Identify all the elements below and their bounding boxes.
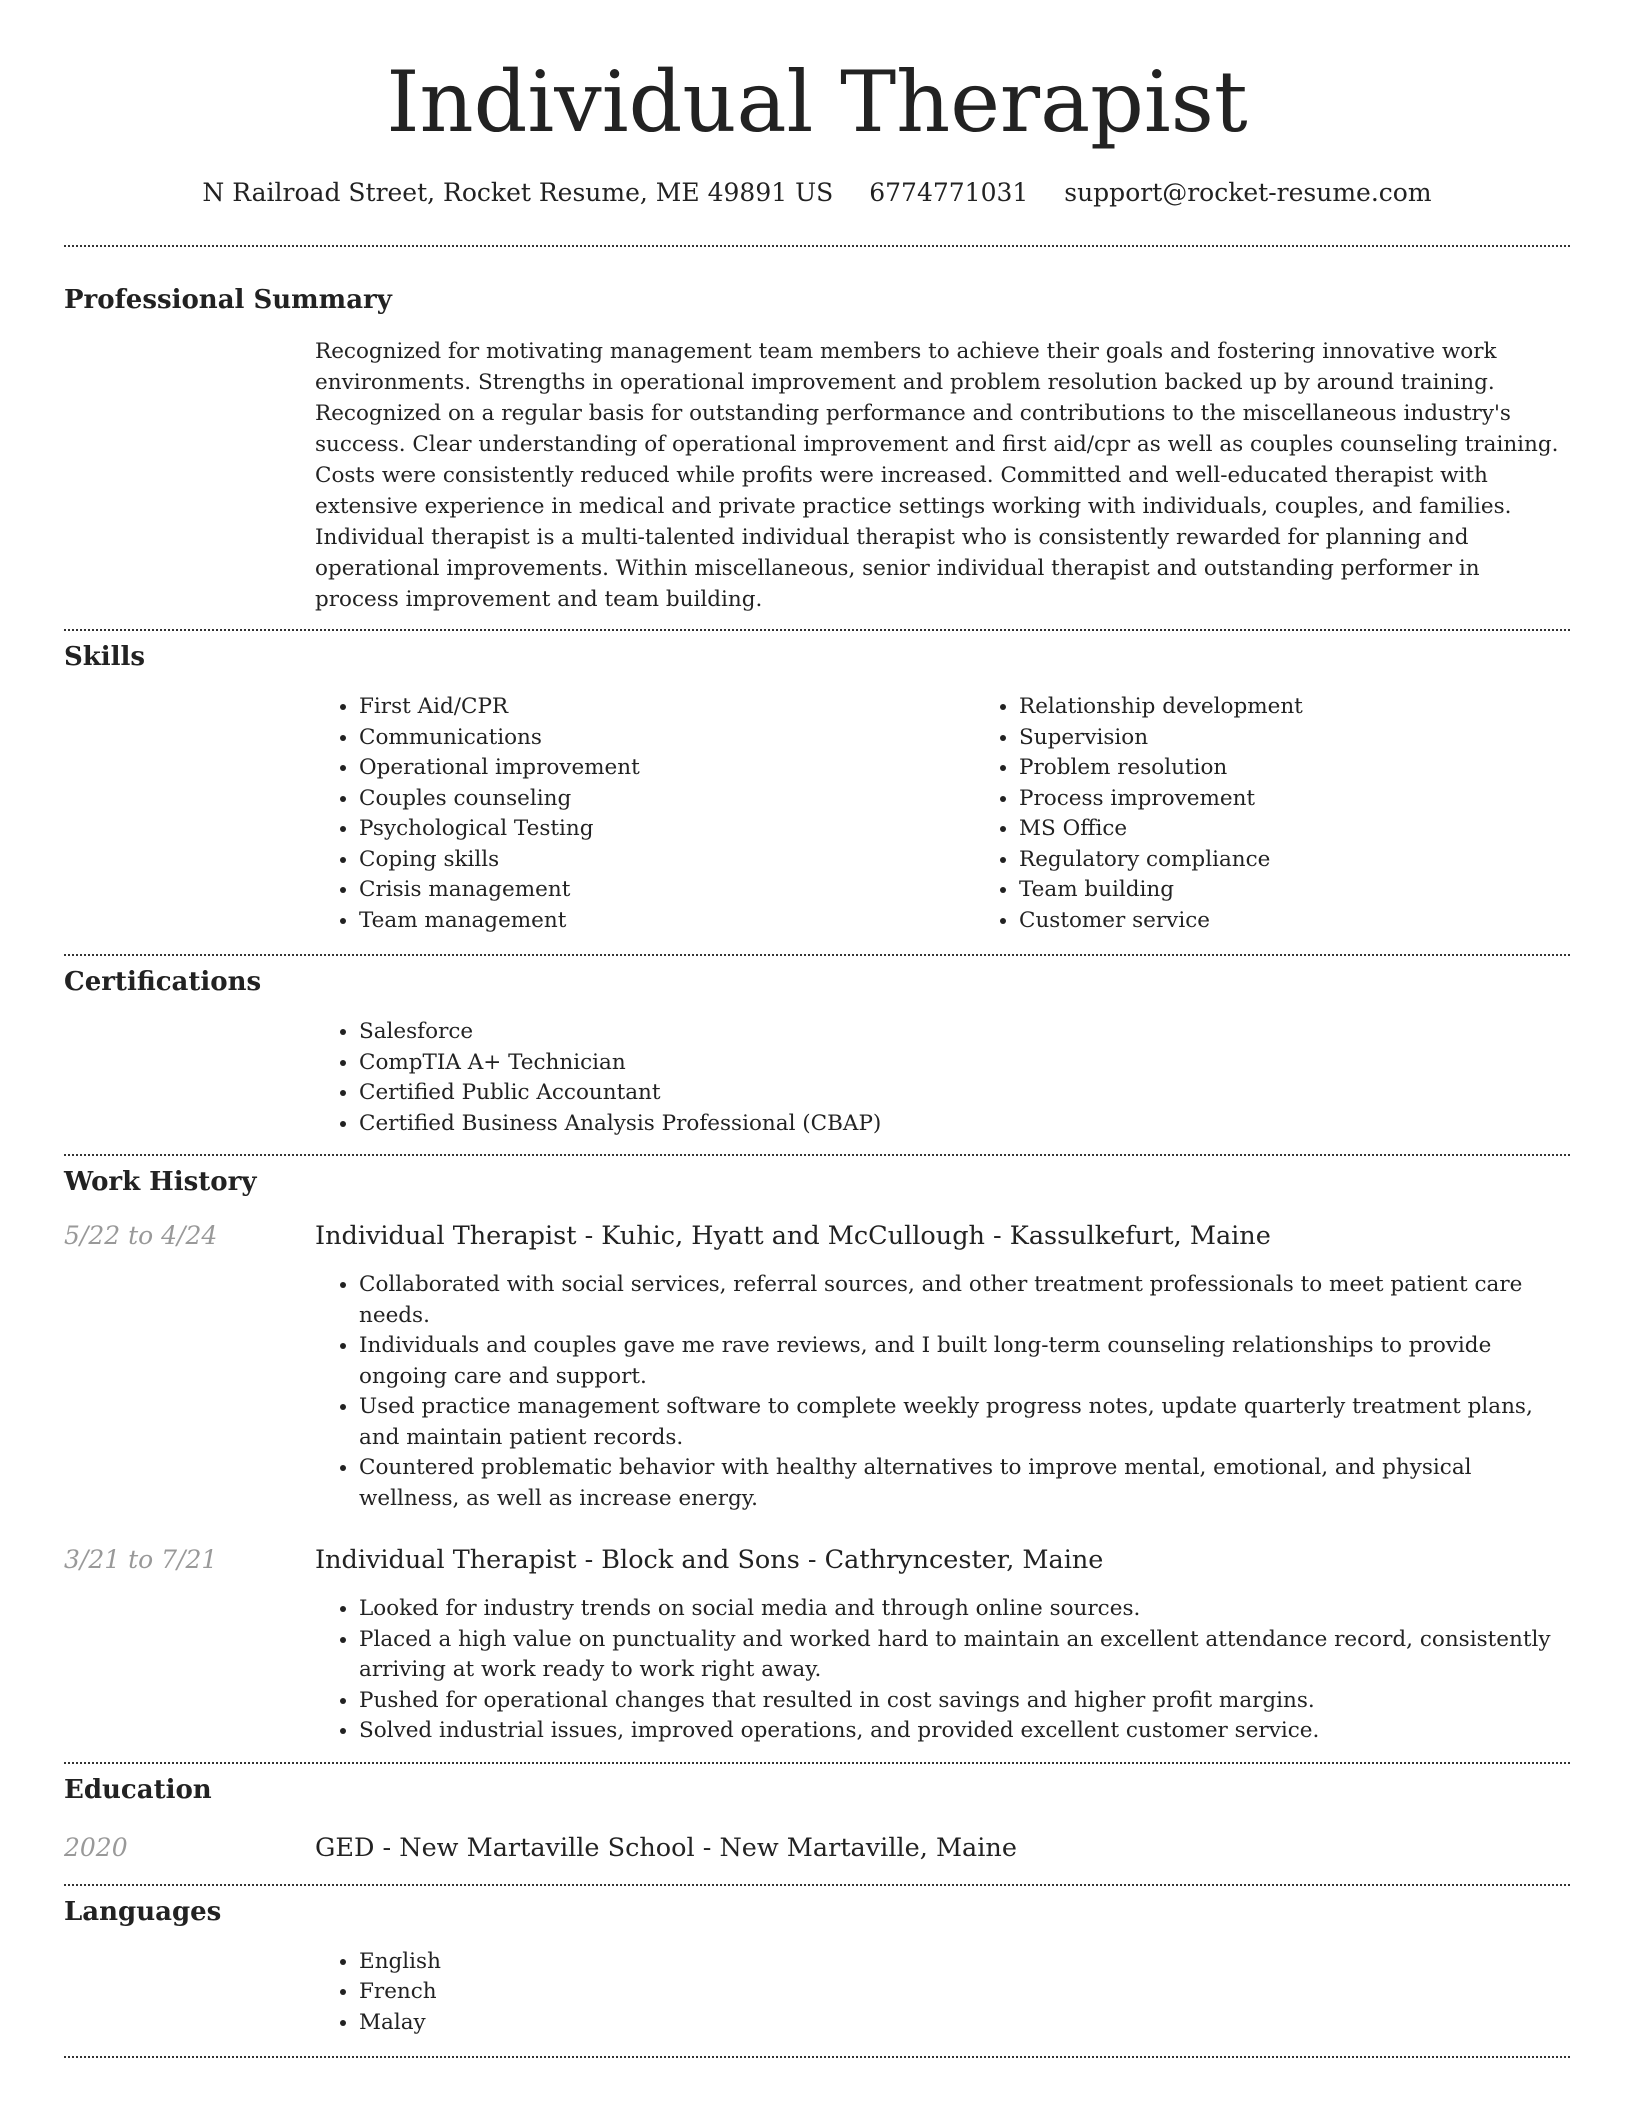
list-item: • Couples counseling bbox=[359, 784, 975, 815]
job-title: Individual Therapist - Block and Sons - Cathryncester, Maine bbox=[315, 1545, 1104, 1575]
education-entry bbox=[64, 1832, 1570, 1864]
list-item: • First Aid/CPR bbox=[359, 692, 975, 723]
job-bullets bbox=[315, 1594, 1570, 1747]
list-item: • Salesforce bbox=[359, 1017, 1570, 1048]
education-title: GED - New Martaville School - New Martaville, Maine bbox=[315, 1832, 1017, 1863]
work-history-section bbox=[64, 1156, 1570, 1747]
list-item: • Team building bbox=[1019, 875, 1632, 906]
list-item: • French bbox=[359, 1977, 1570, 2008]
list-item: • Team management bbox=[359, 906, 975, 937]
list-item: • Collaborated with social services, referral sources, and other treatment professionals to meet patient care needs. bbox=[359, 1270, 1570, 1331]
certifications-list bbox=[315, 1017, 1570, 1139]
education-date: 2020 bbox=[64, 1832, 128, 1862]
list-item: • Certified Public Accountant bbox=[359, 1078, 1570, 1109]
languages-list bbox=[315, 1947, 1570, 2039]
list-item: • Used practice management software to complete weekly progress notes, update quarterly treatment plans, and maintain patient records. bbox=[359, 1392, 1570, 1453]
list-item: • Customer service bbox=[1019, 906, 1632, 937]
list-item: • Communications bbox=[359, 723, 975, 754]
contact-address: N Railroad Street, Rocket Resume, ME 49891 US bbox=[202, 178, 834, 207]
list-item: • Malay bbox=[359, 2008, 1570, 2039]
resume-page bbox=[64, 0, 1570, 2058]
job-dates: 5/22 to 4/24 bbox=[64, 1221, 218, 1250]
list-item: • Solved industrial issues, improved operations, and provided excellent customer service. bbox=[359, 1716, 1570, 1747]
list-item: • Certified Business Analysis Professional (CBAP) bbox=[359, 1109, 1570, 1140]
certifications-section bbox=[64, 956, 1570, 1139]
list-item: • Crisis management bbox=[359, 875, 975, 906]
summary-section bbox=[64, 247, 1570, 615]
list-item: • CompTIA A+ Technician bbox=[359, 1048, 1570, 1079]
list-item: • Individuals and couples gave me rave reviews, and I built long-term counseling relationships to provide ongoing care and support. bbox=[359, 1331, 1570, 1392]
list-item: • Countered problematic behavior with healthy alternatives to improve mental, emotional, and physical wellness, as well as increase energy. bbox=[359, 1453, 1570, 1514]
education-heading: Education bbox=[64, 1774, 212, 1805]
contact-line bbox=[64, 178, 1570, 208]
job-dates: 3/21 to 7/21 bbox=[64, 1545, 218, 1574]
resume-name: Individual Therapist bbox=[386, 53, 1248, 151]
list-item: • Supervision bbox=[1019, 723, 1632, 754]
languages-section bbox=[64, 1886, 1570, 2039]
list-item: • Regulatory compliance bbox=[1019, 845, 1632, 876]
list-item: • Relationship development bbox=[1019, 692, 1632, 723]
list-item: • English bbox=[359, 1947, 1570, 1978]
list-item: • Process improvement bbox=[1019, 784, 1632, 815]
contact-email: support@rocket-resume.com bbox=[1064, 178, 1432, 207]
certifications-heading: Certifications bbox=[64, 967, 262, 997]
list-item: • Psychological Testing bbox=[359, 814, 975, 845]
list-item: • Looked for industry trends on social media and through online sources. bbox=[359, 1594, 1570, 1625]
list-item: • MS Office bbox=[1019, 814, 1632, 845]
section-divider bbox=[64, 2056, 1570, 2058]
list-item: • Coping skills bbox=[359, 845, 975, 876]
list-item: • Operational improvement bbox=[359, 753, 975, 784]
job-entry bbox=[64, 1544, 1570, 1747]
education-section bbox=[64, 1764, 1570, 1864]
skills-list-left bbox=[315, 692, 975, 936]
work-history-heading: Work History bbox=[64, 1167, 257, 1197]
languages-heading: Languages bbox=[64, 1896, 222, 1927]
skills-heading: Skills bbox=[64, 642, 146, 672]
summary-text: Recognized for motivating management team members to achieve their goals and fostering innovative work environments. Strengths in operational improvement and problem resolution backed up by around training. Recognized on a regular basis for outstanding performance and contributions to the miscellaneous industry's success. Clear understanding of operational improvement and first aid/cpr as well as couples counseling training. Costs were consistently reduced while profits were increased. Committed and well-educated therapist with extensive experience in medical and private practice settings working with individuals, couples, and families. Individual therapist is a multi-talented individual therapist who is consistently rewarded for planning and operational improvements. Within miscellaneous, senior individual therapist and outstanding performer in process improvement and team building. bbox=[315, 339, 1559, 612]
skills-section bbox=[64, 631, 1570, 936]
skills-list-right bbox=[975, 692, 1632, 936]
job-title: Individual Therapist - Kuhic, Hyatt and McCullough - Kassulkefurt, Maine bbox=[315, 1221, 1271, 1251]
list-item: • Problem resolution bbox=[1019, 753, 1632, 784]
job-bullets bbox=[315, 1270, 1570, 1514]
contact-phone: 6774771031 bbox=[869, 178, 1029, 207]
list-item: • Placed a high value on punctuality and worked hard to maintain an excellent attendance record, consistently arriving at work ready to work right away. bbox=[359, 1625, 1570, 1686]
list-item: • Pushed for operational changes that resulted in cost savings and higher profit margins. bbox=[359, 1686, 1570, 1717]
job-entry bbox=[64, 1220, 1570, 1514]
summary-heading: Professional Summary bbox=[64, 285, 392, 315]
